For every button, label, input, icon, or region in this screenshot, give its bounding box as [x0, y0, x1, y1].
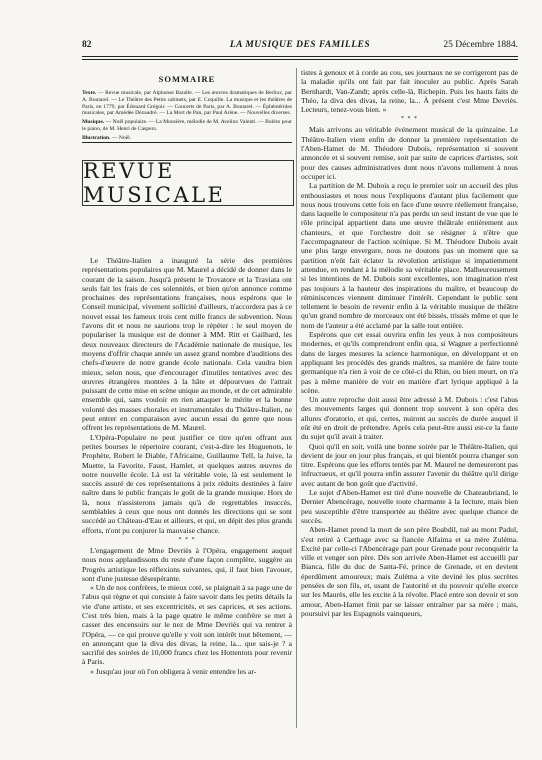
- sommaire-illustration-content: — Noël.: [111, 134, 132, 141]
- page-number: 82: [82, 40, 92, 50]
- right-paragraph: Quoi qu'il en soit, voilà une bonne soirée par le Théâtre-Italien, qui devient de jour en jour plus français, et qui bientôt pourra changer son titre. Espérons que les efforts tentés par M. Maurel ne demeureront pas infructueux, et qu'il pourra enfin assurer l'avenir du théâtre qu'il dirige avec autant de bon goût que d'activité.: [301, 441, 518, 488]
- sommaire-texte: [82, 90, 292, 117]
- sommaire-box: [82, 74, 292, 144]
- column-separator: [296, 68, 297, 728]
- revue-musicale-banner: [82, 160, 294, 206]
- right-paragraph: Le sujet d'Aben-Hamet est tiré d'une nouvelle de Chateaubriand, le Dernier Abencérage, nouvelle toute charmante à la lecture, mais bien peu susceptible d'être transportée au théâtre avec quelque chance de succès.: [301, 488, 518, 525]
- left-paragraph: L'engagement de Mme Devriès à l'Opéra, engagement auquel nous nous applaudissons du reste d'une façon complète, suggère au Progrès artistique les réflexions suivantes, qui, il faut bien l'avouer, sont d'une justesse désespérante.: [82, 545, 292, 583]
- section-stars: * * *: [178, 536, 196, 543]
- issue-date: 25 Décembre 1884.: [443, 40, 518, 50]
- revue-title: REVUE MUSICALE: [83, 159, 226, 207]
- journal-title: LA MUSIQUE DES FAMILLES: [229, 40, 371, 50]
- right-paragraph: Espérons que cet essai ouvrira enfin les yeux à nos compositeurs modernes, et qu'ils comprendront enfin qua, si Wagner a perfectionné dans de larges mesures la science harmonique, en développant et en appliquant les procédés des grands maîtres, sa manière de faire toute germanique n'a rien à voir de ce côté-ci du Rhin, ou bien meurt, on n'a pas à même manière de voir en matière d'art lyrique appliqué à la scène.: [301, 330, 518, 395]
- right-paragraph: Un autre reproche doit aussi être adressé à M. Dubois : c'est l'abus des mouvements larges qui donnent trop souvent à son opéra des allures d'oratorio, et qui, certes, nuiront au succès de durée auquel il eût été en droit de prétendre. Après cela peut-être aussi est-ce la faute du sujet qu'il avait à traiter.: [301, 395, 518, 442]
- sommaire-musique: [82, 119, 292, 133]
- right-paragraph: tistes à genoux et à corde au cou, ses journaux ne se corrigeront pas de la maladie qu'ils ont fait par fait inoculer au public. Après Sarah Bernhardt, Van-Zandt; après celle-là, Richepin. Puis les hauts faits de Théo, la diva des divas, la reine, la... À présent c'est Mme Devriès. Lecteurs, tenez-vous bien. »: [301, 68, 518, 115]
- left-paragraph: Le Théâtre-Italien a inauguré la série des premières représentations populaires que M. Maurel a décidé de donner dans le courant de la saison. Jusqu'à présent le Trovatore et la Traviata ont seuls fait les frais de ces solennités, et bien qu'on annonce comme prochaines des représentations françaises, nous espérons que le Conseil municipal, vivement sollicité d'ailleurs, n'accordera pas à ce nouvel essai les fameux trois cent mille francs de subvention. Nous l'avons dit et nous ne saurions trop le répéter : le seul moyen de populariser la musique est de donner à MM. Ritt et Gailhard, les deux nouveaux directeurs de l'Académie nationale de musique, les moyens d'offrir chaque année un assez grand nombre d'auditions des chefs-d'œuvre de notre grande école nationale. Cela vaudra bien mieux, selon nous, que d'encourager d'inutiles tentatives avec des œuvres étrangères montées à la hâte et dépourvues de l'attrait puissant de cette mise en scène unique au monde, et de cet admirable ensemble qui, sans vouloir en rien attaquer le mérite et la bonne volonté des masses chorales et instrumentales du Théâtre-Italien, ne peut entrer en comparaison avec aucun essai du genre que nous offrent les représentations de M. Maurel.: [82, 256, 292, 433]
- section-stars: * * *: [401, 116, 418, 123]
- right-paragraph: La partition de M. Dubois a reçu le premier soir un accueil des plus enthousiastes et nous nous l'expliquons d'autant plus facilement que nous nous trouvons cette fois en face d'une œuvre réellement française, dans laquelle le compositeur n'a pas perdu un seul instant de vue que le rôle principal appartient dans une œuvre théâtrale entièrement aux chanteurs, et que l'orchestre doit se résigner à n'être que l'accompagnateur de l'action scénique. Si M. Théodore Dubois avait une plus large envergure, nous ne doutons pas un moment que sa partition n'eût fait éclater la révolution artistique si impatiemment attendue, en rendant à la mélodie sa véritable place. Malheureusement si les intentions de M. Dubois sont excellentes, son imagination n'est pas toujours à la hauteur des inspirations du maître, et beaucoup de réminiscences viennent diminuer l'intérêt. Cependant le public sent tellement le besoin de revenir enfin à la véritable musique de théâtre qu'un grand nombre de morceaux ont été bissés, trissés même et que le nom de l'auteur a été acclamé par la salle tout entière.: [301, 181, 518, 330]
- sommaire-illustration-label: Illustration.: [82, 134, 111, 141]
- header-rule-double: [82, 59, 518, 60]
- left-paragraph: « Jusqu'au jour où l'on obligera à venir entendre les ar-: [90, 666, 257, 676]
- sommaire-heading: SOMMAIRE: [158, 74, 216, 84]
- left-column-text: [82, 256, 292, 676]
- right-paragraph: Aben-Hamet prend la mort de son père Boabdil, tué au mont Padul, s'est retiré à Carthage avec sa fiancée Alfaima et sa mère Zuléma. Excité par celle-ci l'Abencérage part pour Grenade pour reconquérir la ville et venger son père. Dès son arrivée Aben-Hamet est accueilli par Bianca, fille du duc de Santa-Fé, prince de Grenade, et en devient éperdûment amoureux; mais Zuléma a vite deviné les plus secrètes pensées de son fils, et, usant de l'autorité et du pouvoir qu'elle exerce sur les Maurès, elle les excite à la révolte. Placé entre son devoir et son amour, Aben-Hamet finit par se laisser entraîner par sa mère ; mais, poursuivi par les Espagnols vainqueurs,: [301, 525, 518, 618]
- right-column-text: [301, 68, 518, 618]
- sommaire-musique-content: — Noël populaire. — La Mousière, mélodie de M. Avelino Valenti. — Boléro pour le piano, de M. Henri de Caspers.: [82, 119, 293, 132]
- sommaire-illustration: [82, 135, 292, 142]
- left-paragraph: L'Opéra-Populaire ne peut justifier ce titre qu'en offrant aux petites bourses le répertoire courant, c'est-à-dire les Huguenots, le Prophète, Robert le Diable, l'Africaine, Guillaume Tell, la Juive, la Muette, la Favorite, Faust, Hamlet, et quelques autres œuvres de notre nouvelle école. Là est la véritable voie, là est seulement le succès assuré de ces représentations à prix réduits destinées à faire naître dans le public français le goût de la grande musique. Hors de là, nous n'assisterons jamais qu'à de regrettables insuccès, semblables à ceux que nous ont donnés les directions qui se sont succédé au Château-d'Eau et ailleurs, et qui, en dépit des plus grands efforts, n'ont pu conjurer la mauvaise chance.: [82, 432, 292, 535]
- page-header: [82, 40, 518, 54]
- sommaire-texte-label: Texte.: [82, 90, 97, 96]
- sommaire-texte-content: — Revue musicale, par Alphonse Baralle. — Les œuvres dramatiques de Berlioz, par A. Boutarel. — Le Théâtre des Petits cabinets, par E. Coquille. La musique et les théâtres de Paris, en 1779, par Édouard Grégoir. — Concerts de Paris, par A. Boutarel. — Éphémérides musicales, par Amédée Dézaudré. — La Mort de Pan, par Paul Arène. — Nouvelles diverses.: [82, 90, 292, 117]
- right-paragraph: Mais arrivons au véritable événement musical de la quinzaine. Le Théâtre-Italien vient enfin de donner la première représentation de l'Aben-Hamet de M. Théodore Dubois, représentation si souvent annoncée et si souvent remise, soit par suite de caprices d'artistes, soit pour des causes administratives dont nous n'avons nullement à nous occuper ici.: [301, 125, 518, 181]
- sommaire-musique-label: Musique.: [82, 119, 105, 126]
- header-rule: [82, 56, 518, 57]
- left-paragraph: « Un de nos confrères, le mieux coté, se plaignait à sa page une de l'abus qui règne et qui consiste à faire savoir dans les petits détails la vie d'une artiste, et ses excentricités, et ses caprices, et ses actions. C'est très bien, mais à la page quatre le même confrère se met à casser des encensoirs sur le nez de Mme Devriès qui va rentrer à l'Opéra, — ce qui prouve qu'elle y voit son intérêt tout bêtement, — en annonçant que la diva des divas, la reine, la... que sais-je ? a sacrifié des soirées de 10,000 francs chez les Hottentots pour revenir à Paris.: [82, 583, 292, 667]
- sommaire-rule: [82, 142, 292, 143]
